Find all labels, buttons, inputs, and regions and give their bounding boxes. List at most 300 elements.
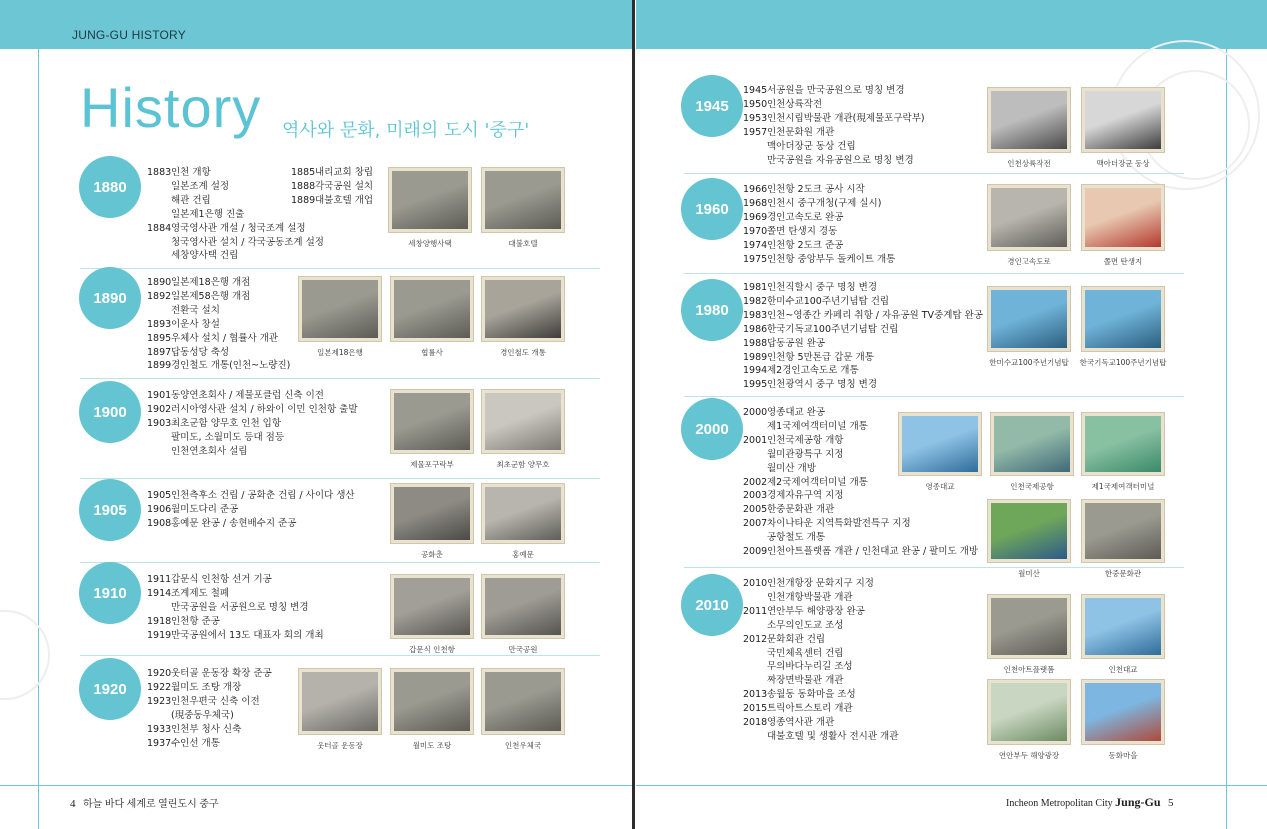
event-line xyxy=(743,517,978,531)
event-year: 1888 xyxy=(291,180,316,192)
event-text: 인천 개항 xyxy=(171,167,211,178)
building-photo xyxy=(299,277,381,341)
event-line xyxy=(147,222,324,236)
plaza-photo xyxy=(988,680,1070,744)
event-text: 조계제도 철폐 xyxy=(171,587,230,599)
photo-image xyxy=(1085,416,1161,472)
event-text: 송월동 동화마을 조성 xyxy=(767,689,856,701)
event-text: 문화회관 건립 xyxy=(767,633,826,645)
event-text: 인천직할시 중구 명칭 변경 xyxy=(767,282,878,293)
event-text: 대불호텔 및 생활사 전시관 개관 xyxy=(767,730,899,742)
building-photo xyxy=(988,595,1070,658)
event-text: 답동공원 완공 xyxy=(767,337,826,349)
event-text: 인천상륙작전 xyxy=(767,98,823,110)
photo-image xyxy=(485,672,561,731)
monument-photo xyxy=(1082,287,1164,351)
event-line xyxy=(743,674,898,688)
photo-caption: 제1국제여객터미널 xyxy=(1091,482,1155,491)
photo-caption: 경인철도 개통 xyxy=(500,348,546,357)
event-line xyxy=(147,667,272,681)
photo-caption: 제물포구락부 xyxy=(410,460,454,469)
photo-caption: 인천상륙작전 xyxy=(1007,159,1051,168)
event-year: 1895 xyxy=(147,332,172,344)
event-text: 해관 건립 xyxy=(171,194,211,206)
event-year: 1994 xyxy=(743,365,768,377)
event-line xyxy=(743,531,978,545)
era-separator xyxy=(80,268,600,269)
event-text: 무의바다누리길 조성 xyxy=(767,661,853,673)
era-year-badge: 1910 xyxy=(79,562,141,624)
event-text: 일본제18은행 개점 xyxy=(171,277,251,288)
era-events xyxy=(147,276,290,373)
event-text: 인천광역시 중구 명칭 변경 xyxy=(767,379,878,391)
event-text: 인천국제공항 개항 xyxy=(767,434,844,446)
event-year: 1918 xyxy=(147,615,172,627)
food-photo xyxy=(1082,185,1164,250)
mountain-photo xyxy=(988,500,1070,562)
photo-image xyxy=(302,280,378,338)
event-year: 1953 xyxy=(743,112,768,124)
right-footer-text: Incheon Metropolitan City xyxy=(1006,798,1113,809)
event-line xyxy=(147,629,324,643)
photo-caption: 인천우체국 xyxy=(504,741,542,750)
event-year: 1903 xyxy=(147,417,172,429)
era-separator xyxy=(684,273,1184,274)
event-line xyxy=(147,601,324,615)
photo-image xyxy=(1085,503,1161,559)
event-text: 트릭아트스토리 개관 xyxy=(767,703,853,715)
era-year-badge: 1920 xyxy=(79,658,141,720)
photo-image xyxy=(902,416,978,472)
event-text: 영종대교 완공 xyxy=(767,407,826,418)
left-footer-text: 하늘 바다 세계로 열린도시 중구 xyxy=(83,799,219,810)
event-line xyxy=(147,318,290,332)
photo-caption: 쫄면 탄생지 xyxy=(1103,257,1143,266)
event-year: 1890 xyxy=(147,277,172,288)
photo-caption: 한미수교100주년기념탑 xyxy=(989,358,1069,367)
event-text: 인천시 중구개청(구제 실시) xyxy=(767,197,882,209)
era-events xyxy=(147,667,272,750)
event-text: 만국공원을 서공원으로 명칭 변경 xyxy=(171,601,309,613)
event-text: 월미도다리 준공 xyxy=(171,503,239,515)
right-footer xyxy=(1006,795,1174,810)
event-text: 인천개항박물관 개관 xyxy=(767,591,853,603)
event-text: 갑문식 인천항 선거 기공 xyxy=(171,574,272,585)
event-year: 1885 xyxy=(291,167,316,178)
photo-caption: 최초군함 양무호 xyxy=(496,460,550,469)
photo-caption: 연안부두 해양광장 xyxy=(998,751,1060,760)
battle-photo xyxy=(988,88,1070,152)
event-line xyxy=(147,489,355,503)
era-year-badge: 1945 xyxy=(681,75,743,137)
event-year: 1975 xyxy=(743,253,768,265)
event-text: 홍예문 완공 / 송현배수지 준공 xyxy=(171,517,297,529)
event-year: 1914 xyxy=(147,587,172,599)
event-line xyxy=(743,323,983,337)
photo-caption: 인천아트플랫폼 xyxy=(1003,665,1055,674)
photo-image xyxy=(485,171,561,229)
event-line xyxy=(147,587,324,601)
event-year: 1983 xyxy=(743,309,768,321)
event-text: 인천~영종간 카페리 취항 / 자유공원 TV중계탑 완공 xyxy=(767,309,983,321)
left-margin-line xyxy=(38,0,39,829)
photo-image xyxy=(485,487,561,540)
event-text: 인천측후소 건립 / 공화춘 건립 / 사이다 생산 xyxy=(171,490,355,501)
event-line xyxy=(743,545,978,559)
event-year: 1908 xyxy=(147,517,172,529)
event-text: 각국공원 설치 xyxy=(315,180,374,192)
event-text: 인천시립박물관 개관(現제물포구락부) xyxy=(767,112,925,124)
event-text: 인천항 2도크 준공 xyxy=(767,239,844,251)
event-text: 답동성당 축성 xyxy=(171,346,230,358)
event-year: 1901 xyxy=(147,390,172,401)
event-line xyxy=(147,346,290,360)
event-line xyxy=(743,730,898,744)
event-text: 웃터골 운동장 확장 준공 xyxy=(171,668,272,679)
event-text: 짜장면박물관 개관 xyxy=(767,675,844,687)
event-text: 한국기독교100주년기념탑 건립 xyxy=(767,323,899,335)
event-year: 2000 xyxy=(743,407,768,418)
photo-caption: 웃터골 운동장 xyxy=(317,741,363,750)
photo-image xyxy=(394,487,470,540)
bridge-photo xyxy=(1082,595,1164,658)
event-year: 1892 xyxy=(147,290,172,302)
event-year: 1899 xyxy=(147,360,172,372)
left-page-number: 4 xyxy=(70,798,76,810)
event-year: 1968 xyxy=(743,197,768,209)
photo-caption: 인천대교 xyxy=(1108,665,1138,674)
event-text: 월미관광특구 지정 xyxy=(767,448,844,460)
event-text: 청국영사관 설치 / 각국공동조계 설정 xyxy=(171,236,324,248)
photo-image xyxy=(991,683,1067,741)
event-line xyxy=(743,140,925,154)
event-year: 1884 xyxy=(147,222,172,234)
photo-image xyxy=(485,280,561,338)
photo-image xyxy=(991,188,1067,247)
bridge-photo xyxy=(899,413,981,475)
event-line xyxy=(743,154,925,168)
event-year: 1906 xyxy=(147,503,172,515)
event-line xyxy=(743,688,898,702)
event-line xyxy=(743,605,898,619)
event-text: 인천부 청사 신축 xyxy=(171,723,242,735)
event-line xyxy=(743,112,925,126)
event-line xyxy=(147,332,290,346)
photo-image xyxy=(394,280,470,338)
right-footer-brand: Jung-Gu xyxy=(1115,795,1161,809)
monument-photo xyxy=(988,287,1070,351)
building-photo xyxy=(391,669,473,734)
photo-caption: 협률사 xyxy=(421,348,443,357)
photo-caption: 인천국제공항 xyxy=(1010,482,1054,491)
photo-image xyxy=(302,672,378,731)
street-photo xyxy=(391,484,473,543)
event-line xyxy=(743,239,895,253)
photo-caption: 홍예문 xyxy=(512,550,534,559)
event-year: 2015 xyxy=(743,703,768,715)
event-year: 2011 xyxy=(743,605,768,617)
event-text: 인천문화원 개관 xyxy=(767,126,835,138)
event-text: 최초군함 양무호 인천 입항 xyxy=(171,417,282,429)
event-text: 일본제58은행 개점 xyxy=(171,290,251,302)
event-year: 1988 xyxy=(743,337,768,349)
era-year-badge: 2000 xyxy=(681,398,743,460)
event-text: 서공원을 만국공원으로 명칭 변경 xyxy=(767,85,905,96)
event-year: 1974 xyxy=(743,239,768,251)
event-text: 한미수교100주년기념탑 건립 xyxy=(767,295,890,307)
event-line xyxy=(743,337,983,351)
event-year: 1902 xyxy=(147,403,172,415)
event-line xyxy=(743,309,983,323)
era-events xyxy=(743,183,895,266)
event-year: 1957 xyxy=(743,126,768,138)
right-footer-line xyxy=(636,785,1267,786)
event-year: 2009 xyxy=(743,546,768,558)
event-line xyxy=(743,591,898,605)
event-line xyxy=(147,236,324,250)
event-line xyxy=(147,431,358,445)
event-line xyxy=(743,183,895,197)
event-text: 만국공원에서 13도 대표자 회의 개최 xyxy=(171,629,324,641)
era-events xyxy=(743,84,925,167)
event-year: 1982 xyxy=(743,295,768,307)
photo-caption: 동화마을 xyxy=(1108,751,1138,760)
event-text: 제1국제여객터미널 개통 xyxy=(767,420,868,432)
event-line xyxy=(147,304,290,318)
event-line xyxy=(291,166,373,180)
ship-photo xyxy=(482,390,564,453)
left-footer-line xyxy=(0,785,632,786)
event-text: 월미산 개방 xyxy=(767,462,816,474)
event-line xyxy=(743,281,983,295)
event-line xyxy=(743,253,895,267)
event-line xyxy=(147,276,290,290)
event-text: (現중동우체국) xyxy=(171,709,234,721)
photo-image xyxy=(1085,598,1161,655)
event-text: 수인선 개통 xyxy=(171,737,220,749)
event-year: 1897 xyxy=(147,346,172,358)
event-text: 소무의인도교 조성 xyxy=(767,619,844,631)
photo-image xyxy=(994,416,1070,472)
photo-image xyxy=(392,171,468,229)
event-line xyxy=(147,503,355,517)
event-line xyxy=(743,577,898,591)
field-photo xyxy=(299,669,381,734)
era-events xyxy=(743,281,983,392)
event-year: 1922 xyxy=(147,681,172,693)
event-text: 쫄면 탄생지 경동 xyxy=(767,225,838,237)
era-year-badge: 1905 xyxy=(79,479,141,541)
era-events xyxy=(291,166,373,208)
photo-image xyxy=(1085,91,1161,149)
event-text: 내리교회 창립 xyxy=(315,167,374,178)
era-year-badge: 1980 xyxy=(681,279,743,341)
era-separator xyxy=(684,396,1184,397)
event-line xyxy=(743,633,898,647)
photo-image xyxy=(485,578,561,635)
photo-image xyxy=(485,393,561,450)
event-year: 1966 xyxy=(743,184,768,195)
gate-photo xyxy=(988,185,1070,250)
event-text: 일본조계 설정 xyxy=(171,180,230,192)
event-line xyxy=(743,84,925,98)
era-events xyxy=(147,573,324,643)
event-year: 1883 xyxy=(147,167,172,178)
event-text: 국민체육센터 건립 xyxy=(767,647,844,659)
event-year: 1945 xyxy=(743,85,768,96)
event-year: 1923 xyxy=(147,695,172,707)
village-photo xyxy=(1082,680,1164,744)
event-line xyxy=(147,723,272,737)
event-text: 동양연초회사 / 제물포클럽 신축 이전 xyxy=(171,390,324,401)
event-year: 1981 xyxy=(743,282,768,293)
event-line xyxy=(147,517,355,531)
event-year: 2003 xyxy=(743,490,768,502)
photo-image xyxy=(1085,188,1161,247)
era-year-badge: 1880 xyxy=(79,156,141,218)
era-events xyxy=(147,389,358,459)
event-year: 1905 xyxy=(147,490,172,501)
event-line xyxy=(147,681,272,695)
photo-caption: 영종대교 xyxy=(925,482,955,491)
photo-image xyxy=(394,393,470,450)
photo-image xyxy=(991,91,1067,149)
event-text: 인천항 준공 xyxy=(171,615,220,627)
photo-caption: 세창양행사택 xyxy=(408,239,452,248)
event-year: 2002 xyxy=(743,476,768,488)
statue-photo xyxy=(1082,88,1164,152)
event-line xyxy=(147,417,358,431)
event-year: 1937 xyxy=(147,737,172,749)
event-line xyxy=(147,359,290,373)
event-text: 대불호텔 개업 xyxy=(315,194,374,206)
photo-caption: 맥아더장군 동상 xyxy=(1096,159,1150,168)
event-text: 인천아트플랫폼 개관 / 인천대교 완공 / 팔미도 개방 xyxy=(767,546,979,558)
event-year: 2013 xyxy=(743,689,768,701)
event-line xyxy=(743,211,895,225)
left-footer xyxy=(70,795,219,810)
photo-caption: 대불호텔 xyxy=(508,239,538,248)
event-year: 2010 xyxy=(743,578,768,589)
photo-caption: 월미산 xyxy=(1018,569,1040,578)
event-line xyxy=(743,351,983,365)
decorative-swirl xyxy=(0,610,50,700)
event-text: 인천연초회사 설립 xyxy=(171,445,248,457)
building-photo xyxy=(482,669,564,734)
event-line xyxy=(743,378,983,392)
park-photo xyxy=(482,575,564,638)
event-text: 경인고속도로 완공 xyxy=(767,211,844,223)
airport-photo xyxy=(991,413,1073,475)
right-page-number: 5 xyxy=(1168,797,1174,809)
event-text: 이운사 창설 xyxy=(171,318,220,330)
photo-image xyxy=(991,290,1067,348)
event-text: 공항철도 개통 xyxy=(767,532,826,544)
building-photo xyxy=(482,168,564,232)
photo-image xyxy=(991,598,1067,655)
event-text: 경인철도 개통(인천~노량진) xyxy=(171,360,291,372)
event-line xyxy=(147,737,272,751)
event-line xyxy=(147,249,324,263)
era-separator xyxy=(80,378,600,379)
building-photo xyxy=(389,168,471,232)
photo-caption: 공화춘 xyxy=(421,550,443,559)
event-text: 인천항 중앙부두 돌케이트 개통 xyxy=(767,253,896,265)
header-title: JUNG-GU HISTORY xyxy=(72,28,186,42)
photo-image xyxy=(1085,290,1161,348)
event-year: 2005 xyxy=(743,504,768,516)
event-year: 1969 xyxy=(743,211,768,223)
event-text: 세창양사택 건립 xyxy=(171,250,239,262)
event-year: 2007 xyxy=(743,518,768,530)
event-text: 차이나타운 지역특화발전특구 지정 xyxy=(767,518,911,530)
event-line xyxy=(291,180,373,194)
event-text: 한중문화관 개관 xyxy=(767,504,835,516)
event-year: 1911 xyxy=(147,574,172,585)
photo-image xyxy=(1085,683,1161,741)
event-year: 1989 xyxy=(743,351,768,363)
building-photo xyxy=(391,390,473,453)
era-year-badge: 1900 xyxy=(79,381,141,443)
event-line xyxy=(743,364,983,378)
event-text: 만국공원을 자유공원으로 명칭 변경 xyxy=(767,154,914,166)
page-title: History xyxy=(80,76,262,139)
photo-caption: 월미도 조탕 xyxy=(412,741,452,750)
photo-caption: 한중문화관 xyxy=(1104,569,1142,578)
building-photo xyxy=(391,277,473,341)
era-year-badge: 1960 xyxy=(681,178,743,240)
event-line xyxy=(743,702,898,716)
event-line xyxy=(147,615,324,629)
event-line xyxy=(147,208,324,222)
event-text: 전환국 설치 xyxy=(171,304,220,316)
event-line xyxy=(743,295,983,309)
event-text: 인천개항장 문화지구 지정 xyxy=(767,578,874,589)
event-text: 제2국제여객터미널 개통 xyxy=(767,476,868,488)
harbor-photo xyxy=(391,575,473,638)
event-line xyxy=(743,197,895,211)
event-year: 1933 xyxy=(147,723,172,735)
event-text: 연안부두 해양광장 완공 xyxy=(767,605,865,617)
terminal-photo xyxy=(1082,413,1164,475)
event-text: 경제자유구역 지정 xyxy=(767,490,844,502)
era-separator xyxy=(684,173,1184,174)
event-text: 일본제1은행 진출 xyxy=(171,208,245,220)
event-line xyxy=(743,126,925,140)
event-line xyxy=(743,660,898,674)
event-line xyxy=(743,98,925,112)
era-separator xyxy=(80,562,600,563)
era-year-badge: 1890 xyxy=(79,267,141,329)
event-line xyxy=(147,389,358,403)
photo-caption: 한국기독교100주년기념탑 xyxy=(1079,358,1167,367)
event-year: 1893 xyxy=(147,318,172,330)
photo-caption: 경인고속도로 xyxy=(1007,257,1051,266)
event-year: 1970 xyxy=(743,225,768,237)
era-separator xyxy=(80,478,600,479)
event-text: 우체사 설치 / 협률사 개관 xyxy=(171,332,279,344)
event-text: 인천항 2도크 공사 시작 xyxy=(767,184,865,195)
photo-caption: 만국공원 xyxy=(508,645,538,654)
era-events xyxy=(743,577,898,744)
event-year: 1986 xyxy=(743,323,768,335)
event-line xyxy=(147,573,324,587)
era-separator xyxy=(80,655,600,656)
photo-image xyxy=(394,578,470,635)
event-year: 2018 xyxy=(743,717,768,729)
event-year: 1995 xyxy=(743,379,768,391)
event-line xyxy=(147,709,272,723)
